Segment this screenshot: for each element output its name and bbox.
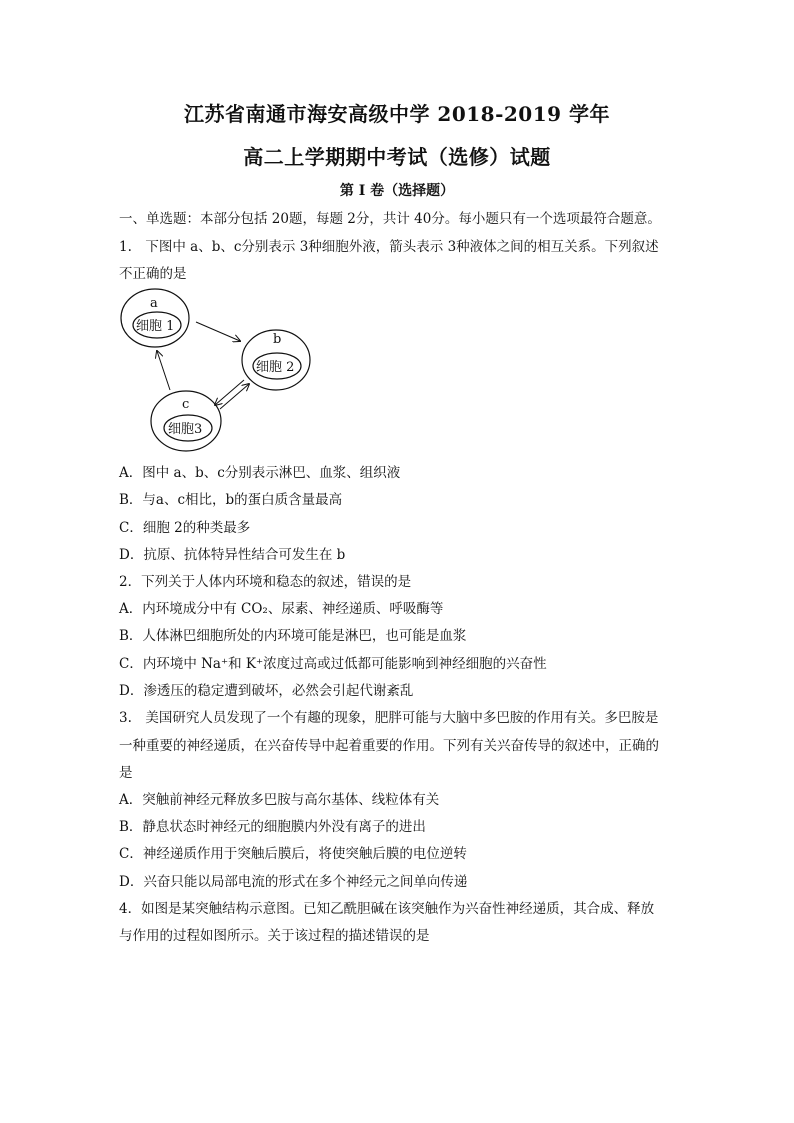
q3-option-b: B．静息状态时神经元的细胞膜内外没有离子的进出: [119, 819, 426, 835]
q2-option-c: C．内环境中 Na⁺和 K⁺浓度过高或过低都可能影响到神经细胞的兴奋性: [119, 656, 547, 672]
body-fluid-diagram: [112, 285, 332, 455]
label-b: b: [273, 332, 282, 347]
label-a: a: [150, 296, 158, 311]
instructions: 一、单选题：本部分包括 20题，每题 2分，共计 40分。每小题只有一个选项最符合题意。: [119, 211, 661, 227]
exam-title-line1: 江苏省南通市海安高级中学 2018-2019 学年: [183, 102, 611, 126]
q2-option-a: A．内环境成分中有 CO₂、尿素、神经递质、呼吸酶等: [119, 601, 444, 617]
q1-stem-line2: 不正确的是: [119, 266, 187, 282]
section-heading: 第 I 卷（选择题）: [339, 183, 455, 199]
q3-stem-line2: 一种重要的神经递质，在兴奋传导中起着重要的作用。下列有关兴奋传导的叙述中，正确的: [119, 738, 659, 754]
q1-option-a: A．图中 a、b、c分别表示淋巴、血浆、组织液: [119, 465, 401, 481]
arrow-c-to-a: [157, 351, 170, 390]
label-c: c: [182, 397, 190, 412]
q3-option-a: A．突触前神经元释放多巴胺与高尔基体、线粒体有关: [119, 792, 440, 808]
q2-option-d: D．渗透压的稳定遭到破坏，必然会引起代谢紊乱: [119, 683, 414, 699]
q3-option-d: D．兴奋只能以局部电流的形式在多个神经元之间单向传递: [119, 874, 468, 890]
label-cell1: 细胞 1: [136, 319, 175, 334]
q1-option-c: C．细胞 2的种类最多: [119, 520, 251, 536]
exam-title-line2: 高二上学期期中考试（选修）试题: [243, 145, 551, 169]
q4-stem-line2: 与作用的过程如图所示。关于该过程的描述错误的是: [119, 928, 430, 944]
q3-option-c: C．神经递质作用于突触后膜后，将使突触后膜的电位逆转: [119, 846, 467, 862]
label-cell2: 细胞 2: [256, 360, 295, 375]
arrow-a-to-b: [196, 322, 240, 341]
q1-option-d: D．抗原、抗体特异性结合可发生在 b: [119, 547, 346, 563]
q1-option-b: B．与a、c相比，b的蛋白质含量最高: [119, 492, 343, 508]
label-cell3: 细胞3: [168, 422, 203, 437]
q2-stem: 2．下列关于人体内环境和稳态的叙述，错误的是: [119, 574, 412, 590]
q2-option-b: B．人体淋巴细胞所处的内环境可能是淋巴，也可能是血浆: [119, 628, 467, 644]
q3-stem-line1: 3. 美国研究人员发现了一个有趣的现象，肥胖可能与大脑中多巴胺的作用有关。多巴胺是: [119, 710, 659, 726]
q3-stem-line3: 是: [119, 765, 133, 781]
q4-stem-line1: 4．如图是某突触结构示意图。已知乙酰胆碱在该突触作为兴奋性神经递质，其合成、释放: [119, 901, 655, 917]
q1-stem-line1: 1. 下图中 a、b、c分别表示 3种细胞外液，箭头表示 3种液体之间的相互关系。下列叙述: [119, 239, 659, 255]
